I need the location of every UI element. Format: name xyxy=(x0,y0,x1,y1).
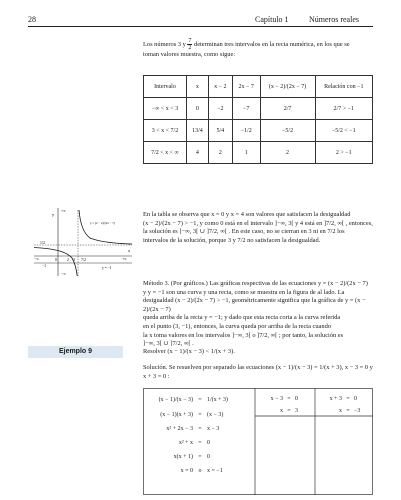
step-op: = xyxy=(198,397,202,403)
paragraph-line: desigualdad (x − 2)/(2x − 7) > −1, geométricamente significa que la gráfica de y = (x − 2)/(2x − 7) xyxy=(143,297,366,313)
chapter-title: Números reales xyxy=(309,15,359,24)
step-lhs: x = 0 xyxy=(180,468,193,474)
table-cell: −1/2 xyxy=(232,120,260,142)
step-op: = xyxy=(287,396,291,402)
solution-step xyxy=(320,396,374,408)
table-cell: 13/4 xyxy=(186,120,208,142)
table-cell: 0 xyxy=(186,98,208,120)
step-lhs: (x − 1)/(x − 3) xyxy=(158,397,193,403)
table-cell: −5/2 < −1 xyxy=(315,120,372,142)
intro-text-b: determinan tres intervalos en la recta numérica, en los que se xyxy=(194,40,350,48)
interval-table xyxy=(143,75,373,164)
solution-intro xyxy=(143,364,375,381)
solution-column-3 xyxy=(320,396,374,420)
table-row xyxy=(144,98,373,120)
table-cell: −5/2 xyxy=(260,120,315,142)
graph-label-x: x xyxy=(128,248,131,253)
table-row xyxy=(144,120,373,142)
step-lhs: x xyxy=(280,408,283,414)
step-rhs: 3 xyxy=(295,408,298,414)
paragraph-line: y y = −1 son una curva y una recta, como se muestra en la figura de al lado. La xyxy=(143,288,345,296)
table-cell: 2/7 > −1 xyxy=(315,98,372,120)
graph-label-plus-inf-top: +∞ xyxy=(61,209,66,213)
example-label: Ejemplo 9 xyxy=(28,346,123,358)
solution-column-1 xyxy=(147,392,251,478)
step-rhs: 0 xyxy=(207,454,210,460)
table-cell: 1 xyxy=(232,142,260,164)
solution-step xyxy=(259,408,317,420)
step-op: = xyxy=(346,396,350,402)
step-lhs: x² + 2x − 3 xyxy=(166,426,193,432)
graph-label-origin: 0 xyxy=(55,258,57,262)
step-rhs: 0 xyxy=(207,440,210,446)
paragraph-line: (x − 2)/(2x − 7) > −1, y como 0 está en el intervalo ]−∞, 3[ y 4 está en ]7/2, ∞[ , entonces, xyxy=(143,219,373,227)
table-cell: −7 xyxy=(232,98,260,120)
paragraph-line: En la tabla se observa que x = 0 y x = 4 son valores que satisfacen la desigualdad xyxy=(143,211,351,218)
table-analysis-paragraph xyxy=(143,211,375,245)
graph-label-y: y xyxy=(52,212,55,217)
graph-label-minus-inf-bottom: −∞ xyxy=(61,272,66,276)
solution-step xyxy=(147,422,251,436)
graph-label-plus-inf-right: +∞ xyxy=(122,257,127,261)
table-header-cell: 2x − 7 xyxy=(232,76,260,98)
table-cell: 5/4 xyxy=(208,120,232,142)
paragraph-line: la x toma valores en los intervalos ]−∞, 3[ o ]7/2, ∞[ ; por tanto, la solución es xyxy=(143,331,344,339)
solution-step xyxy=(320,408,374,420)
step-op: = xyxy=(198,454,202,460)
graph-label-curve-equation: y = (x − 2)/(2x − 7) xyxy=(90,221,115,225)
step-rhs: x = −1 xyxy=(207,468,223,474)
step-rhs: 0 xyxy=(354,396,357,402)
header-rule xyxy=(28,26,373,27)
solution-step xyxy=(259,396,317,408)
paragraph-line: la solución es ]−∞, 3[ ∪ ]7/2, ∞[ . En este caso, no se cierran en 3 ni en 7/2 los xyxy=(143,228,345,236)
step-op: = xyxy=(198,412,202,418)
intro-paragraph xyxy=(143,38,375,60)
step-lhs: x(x + 1) xyxy=(173,454,193,460)
step-lhs: (x − 1)(x + 3) xyxy=(160,412,193,418)
solution-step xyxy=(147,450,251,464)
table-header-cell: x − 2 xyxy=(208,76,232,98)
step-rhs: (x − 3) xyxy=(207,412,224,418)
graph-label-line-equation: y = −1 xyxy=(102,266,112,270)
table-header-cell: (x − 2)/(2x − 7) xyxy=(260,76,315,98)
step-rhs: x − 3 xyxy=(207,426,220,432)
table-cell: 2 > −1 xyxy=(315,142,372,164)
table-cell: 7/2 < x < ∞ xyxy=(144,142,187,164)
solution-step xyxy=(147,408,251,422)
table-header-row xyxy=(144,76,373,98)
paragraph-line: en el punto (3, −1), entonces, la curva queda por arriba de la recta cuando xyxy=(143,322,331,330)
graph-label-minus-inf-left: −∞ xyxy=(34,257,39,261)
graph-label-two: 2 xyxy=(67,258,69,262)
solution-step xyxy=(147,464,251,478)
table-row xyxy=(144,142,373,164)
table-cell: −∞ < x < 3 xyxy=(144,98,187,120)
chapter-label: Capítulo 1 xyxy=(255,15,289,24)
table-header-cell: Intervalo xyxy=(144,76,187,98)
table-cell: −2 xyxy=(208,98,232,120)
paragraph-line: ]−∞, 3[ ∪ ]7/2, ∞[ . xyxy=(143,340,194,348)
step-lhs: x xyxy=(339,408,342,414)
solution-step xyxy=(147,392,251,408)
step-lhs: x + 3 xyxy=(329,396,342,402)
table-header-cell: Relación con −1 xyxy=(315,76,372,98)
table-cell: 2 xyxy=(208,142,232,164)
step-op: = xyxy=(198,440,202,446)
example-statement: Resolver (x − 1)/(x − 3) < 1/(x + 3). xyxy=(143,348,235,355)
step-rhs: 1/(x + 3) xyxy=(207,397,229,403)
paragraph-line: Solución. Se resuelven por separado las ecuaciones (x − 1)/(x − 3) = 1/(x + 3), x − 3 = 0 y xyxy=(143,364,373,371)
paragraph-line: queda arriba de la recta y = −1; y dado que esta recta corta a la curva referida xyxy=(143,314,341,322)
table-cell: 2 xyxy=(260,142,315,164)
intro-fraction: $\frac{7}{2}$ xyxy=(188,38,192,51)
step-op: = xyxy=(346,408,350,414)
step-lhs: x − 3 xyxy=(270,396,283,402)
step-rhs: 0 xyxy=(295,396,298,402)
page-number: 28 xyxy=(28,15,36,24)
intro-line2: toman valores muestra, como sigue: xyxy=(143,51,236,58)
step-rhs: −3 xyxy=(354,408,361,414)
method-3-paragraph xyxy=(143,280,375,349)
graph-label-three: 3 xyxy=(73,258,75,262)
solution-column-2 xyxy=(259,396,317,420)
paragraph-line: x + 3 = 0 : xyxy=(143,372,170,380)
paragraph-line: intervalos de la solución, porque 3 y 7/2 no satisfacen la desigualdad. xyxy=(143,236,321,244)
paragraph-line: Método 3. (Por gráficos.) Las gráficas respectivas de las ecuaciones y = (x − 2)/(2x − 7) xyxy=(143,280,368,287)
step-lhs: x² + x xyxy=(178,440,193,446)
graph-label-minus-one: −1 xyxy=(42,264,47,268)
graph-label-one-half: 1/2 xyxy=(40,241,45,245)
graph-label-seven-halves: 7/2 xyxy=(81,258,86,262)
table-cell: 2/7 xyxy=(260,98,315,120)
rational-function-graph xyxy=(28,206,134,278)
intro-text-a: Los números 3 y xyxy=(143,40,186,48)
step-op: = xyxy=(198,426,202,432)
table-cell: 3 < x < 7/2 xyxy=(144,120,187,142)
curve-right-branch xyxy=(79,210,132,244)
solution-step xyxy=(147,436,251,450)
table-cell: 4 xyxy=(186,142,208,164)
step-op: = xyxy=(287,408,291,414)
table-header-cell: x xyxy=(186,76,208,98)
step-op: o xyxy=(198,468,202,474)
